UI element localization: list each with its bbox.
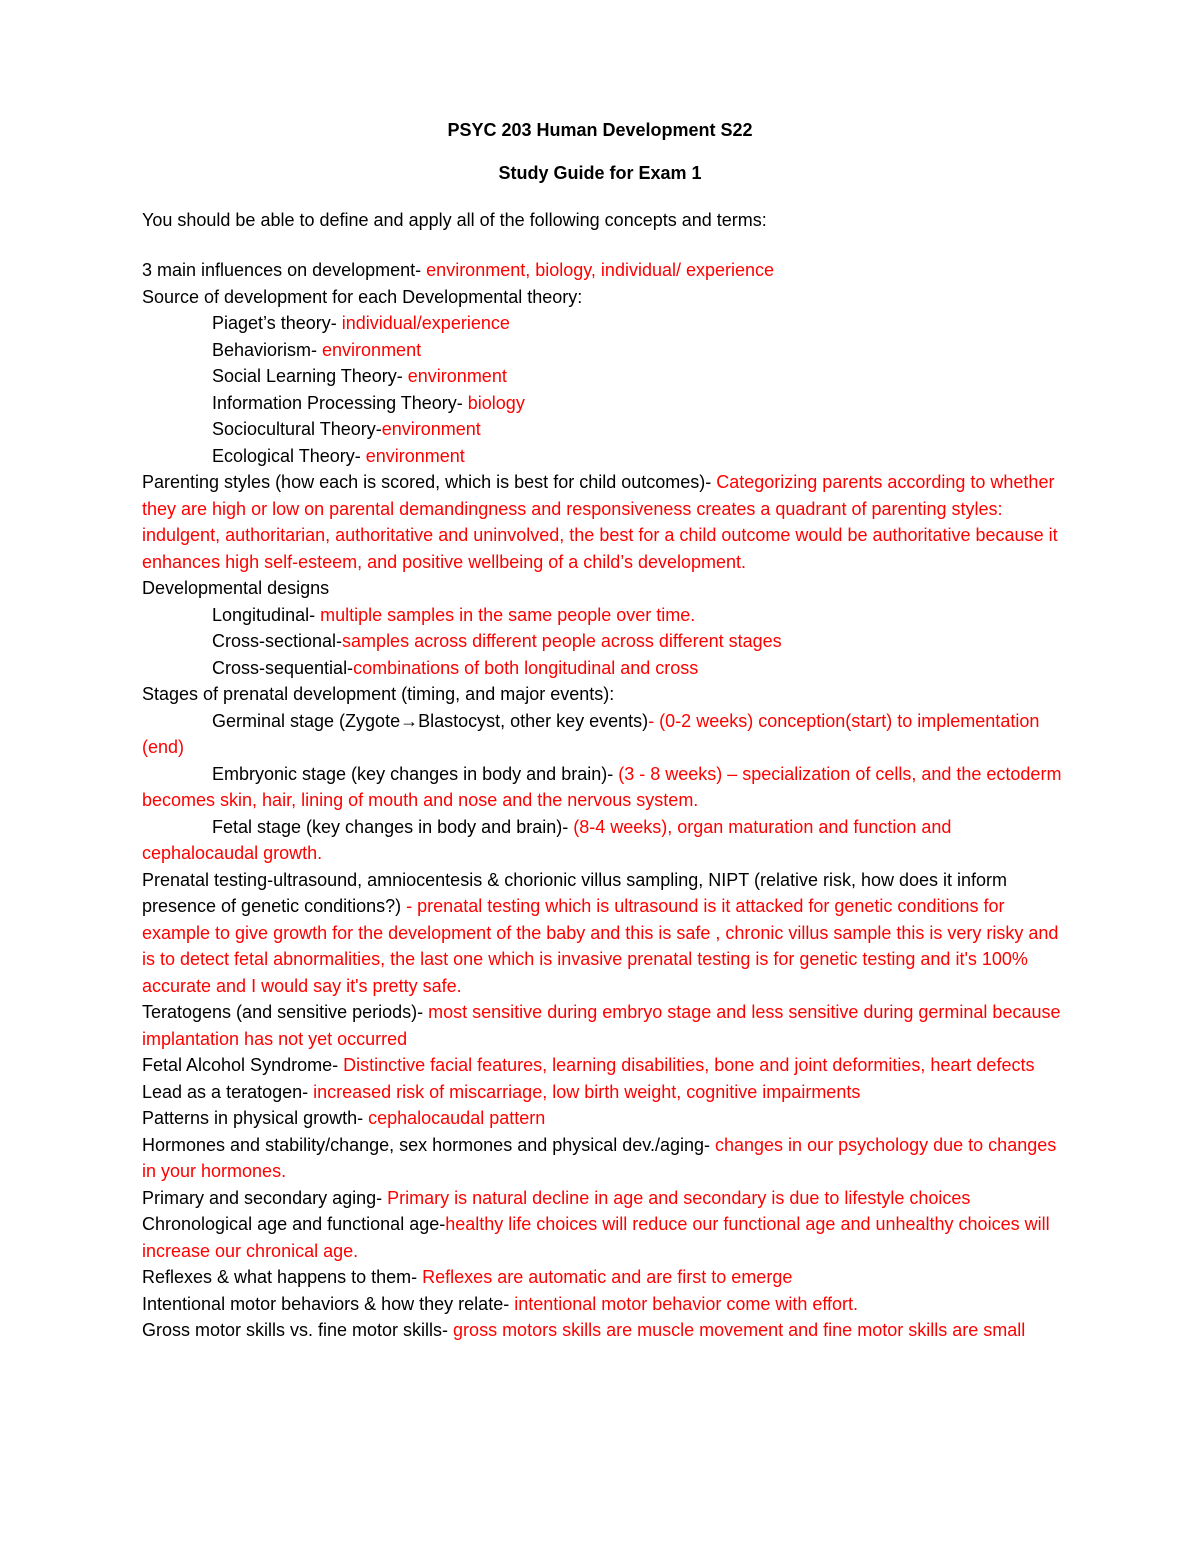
term-text: Cross-sequential- [212, 657, 354, 678]
answer-text: environment [407, 366, 507, 386]
answer-text: environment [365, 445, 465, 466]
term-text: Hormones and stability/change, sex hormones and physical dev./aging- [142, 1134, 715, 1155]
answer-text: biology [467, 392, 525, 413]
list-item [142, 708, 1072, 761]
answer-text: samples across different people across different stages [342, 631, 782, 651]
list-item [142, 681, 1072, 708]
list-item [142, 628, 1072, 655]
list-item [142, 999, 1072, 1052]
term-text: Lead as a teratogen- [142, 1081, 314, 1102]
answer-text: cephalocaudal pattern [368, 1108, 546, 1128]
answer-text: environment, biology, individual/ experience [426, 260, 775, 280]
term-text: Reflexes & what happens to them- [142, 1267, 423, 1287]
term-text: Parenting styles (how each is scored, which is best for child outcomes)- [142, 472, 717, 492]
study-guide-subtitle: Study Guide for Exam 1 [498, 163, 702, 183]
list-item [142, 867, 1072, 1000]
list-item [142, 814, 1072, 867]
term-text: Gross motor skills vs. fine motor skills- [142, 1320, 454, 1340]
list-item [142, 1052, 1072, 1079]
list-item [142, 1317, 1072, 1344]
term-text: Patterns in physical growth- [142, 1108, 369, 1128]
term-text: Fetal Alcohol Syndrome- [142, 1055, 344, 1075]
term-text: Piaget’s theory- [212, 313, 342, 333]
term-text: Germinal stage (Zygote→Blastocyst, other key events) [212, 710, 649, 731]
list-item [142, 575, 1072, 602]
answer-text: - (0-2 weeks) conception(start) to implementation (end) [142, 710, 1040, 757]
answer-text: changes in our psychology due to changes in your hormones. [142, 1134, 1057, 1181]
list-item [142, 443, 1072, 470]
list-item [142, 1185, 1072, 1212]
list-item [142, 310, 1072, 337]
term-text: Prenatal testing-ultrasound, amniocentesis & chorionic villus sampling, NIPT (relative risk, how does it inform presence of genetic conditions?) [142, 869, 1008, 916]
term-text: Chronological age and functional age- [142, 1214, 446, 1234]
term-text: Fetal stage (key changes in body and brain)- [212, 816, 574, 837]
list-item [142, 416, 1072, 443]
answer-text: - prenatal testing which is ultrasound is it attacked for genetic conditions for example to give growth for the development of the baby and this is safe , chronic villus sample this is very risky and is to detect fetal abnormalities, the last one which is invasive prenatal testing is for genetic testing and it's 100% accurate and I would say it's pretty safe. [142, 896, 1059, 996]
list-item [142, 1264, 1072, 1291]
list-item [142, 284, 1072, 311]
term-text: 3 main influences on development- [142, 260, 427, 280]
list-item [142, 602, 1072, 629]
answer-text: (3 - 8 weeks) – specialization of cells, and the ectoderm becomes skin, hair, lining of mouth and nose and the nervous system. [142, 763, 1062, 810]
term-text: Longitudinal- [212, 604, 321, 625]
term-text: Embryonic stage (key changes in body and brain)- [212, 763, 619, 784]
answer-text: Distinctive facial features, learning disabilities, bone and joint deformities, heart defects [343, 1055, 1035, 1075]
answer-text: gross motors skills are muscle movement and fine motor skills are small [453, 1320, 1026, 1340]
answer-text: healthy life choices will reduce our functional age and unhealthy choices will increase our chronical age. [142, 1214, 1050, 1261]
list-item [142, 1132, 1072, 1185]
answer-text: Categorizing parents according to whether they are high or low on parental demandingness and responsiveness creates a quadrant of parenting styles: indulgent, authoritarian, authoritative and uninvolved, the best for a child outcome would be authoritative because it enhances high self-esteem, and positive wellbeing of a child’s development. [142, 472, 1058, 572]
term-text: Social Learning Theory- [212, 366, 408, 386]
course-title: PSYC 203 Human Development S22 [447, 120, 753, 140]
answer-text: intentional motor behavior come with effort. [514, 1293, 859, 1314]
term-text: Stages of prenatal development (timing, and major events): [142, 684, 615, 704]
answer-text: environment [322, 339, 422, 360]
term-text: Developmental designs [142, 578, 330, 598]
answer-text: individual/experience [341, 313, 510, 333]
answer-text: Reflexes are automatic and are first to emerge [422, 1267, 793, 1287]
list-item [142, 1291, 1072, 1318]
list-item [142, 761, 1072, 814]
list-item [142, 1079, 1072, 1106]
term-text: Source of development for each Developmental theory: [142, 286, 583, 307]
term-text: Primary and secondary aging- [142, 1187, 388, 1208]
term-text: Cross-sectional- [212, 631, 343, 651]
answer-text: combinations of both longitudinal and cross [353, 657, 699, 678]
list-item [142, 363, 1072, 390]
answer-text: Primary is natural decline in age and secondary is due to lifestyle choices [387, 1187, 971, 1208]
list-item [142, 469, 1072, 575]
study-guide-list [142, 257, 1072, 1344]
term-text: Sociocultural Theory- [212, 419, 382, 439]
term-text: Information Processing Theory- [212, 392, 468, 413]
list-item [142, 1105, 1072, 1132]
list-item [142, 1211, 1072, 1264]
answer-text: environment [381, 419, 481, 439]
list-item [142, 337, 1072, 364]
term-text: Intentional motor behaviors & how they relate- [142, 1293, 515, 1314]
term-text: Teratogens (and sensitive periods)- [142, 1002, 429, 1022]
answer-text: most sensitive during embryo stage and less sensitive during germinal because implantation has not yet occurred [142, 1002, 1061, 1049]
list-item [142, 257, 1072, 284]
answer-text: multiple samples in the same people over time. [320, 604, 696, 625]
answer-text: (8-4 weeks), organ maturation and function and cephalocaudal growth. [142, 816, 952, 863]
intro-text: You should be able to define and apply all of the following concepts and terms: [142, 210, 767, 230]
answer-text: increased risk of miscarriage, low birth weight, cognitive impairments [313, 1081, 861, 1102]
list-item [142, 390, 1072, 417]
term-text: Behaviorism- [212, 339, 323, 360]
list-item [142, 655, 1072, 682]
term-text: Ecological Theory- [212, 445, 366, 466]
